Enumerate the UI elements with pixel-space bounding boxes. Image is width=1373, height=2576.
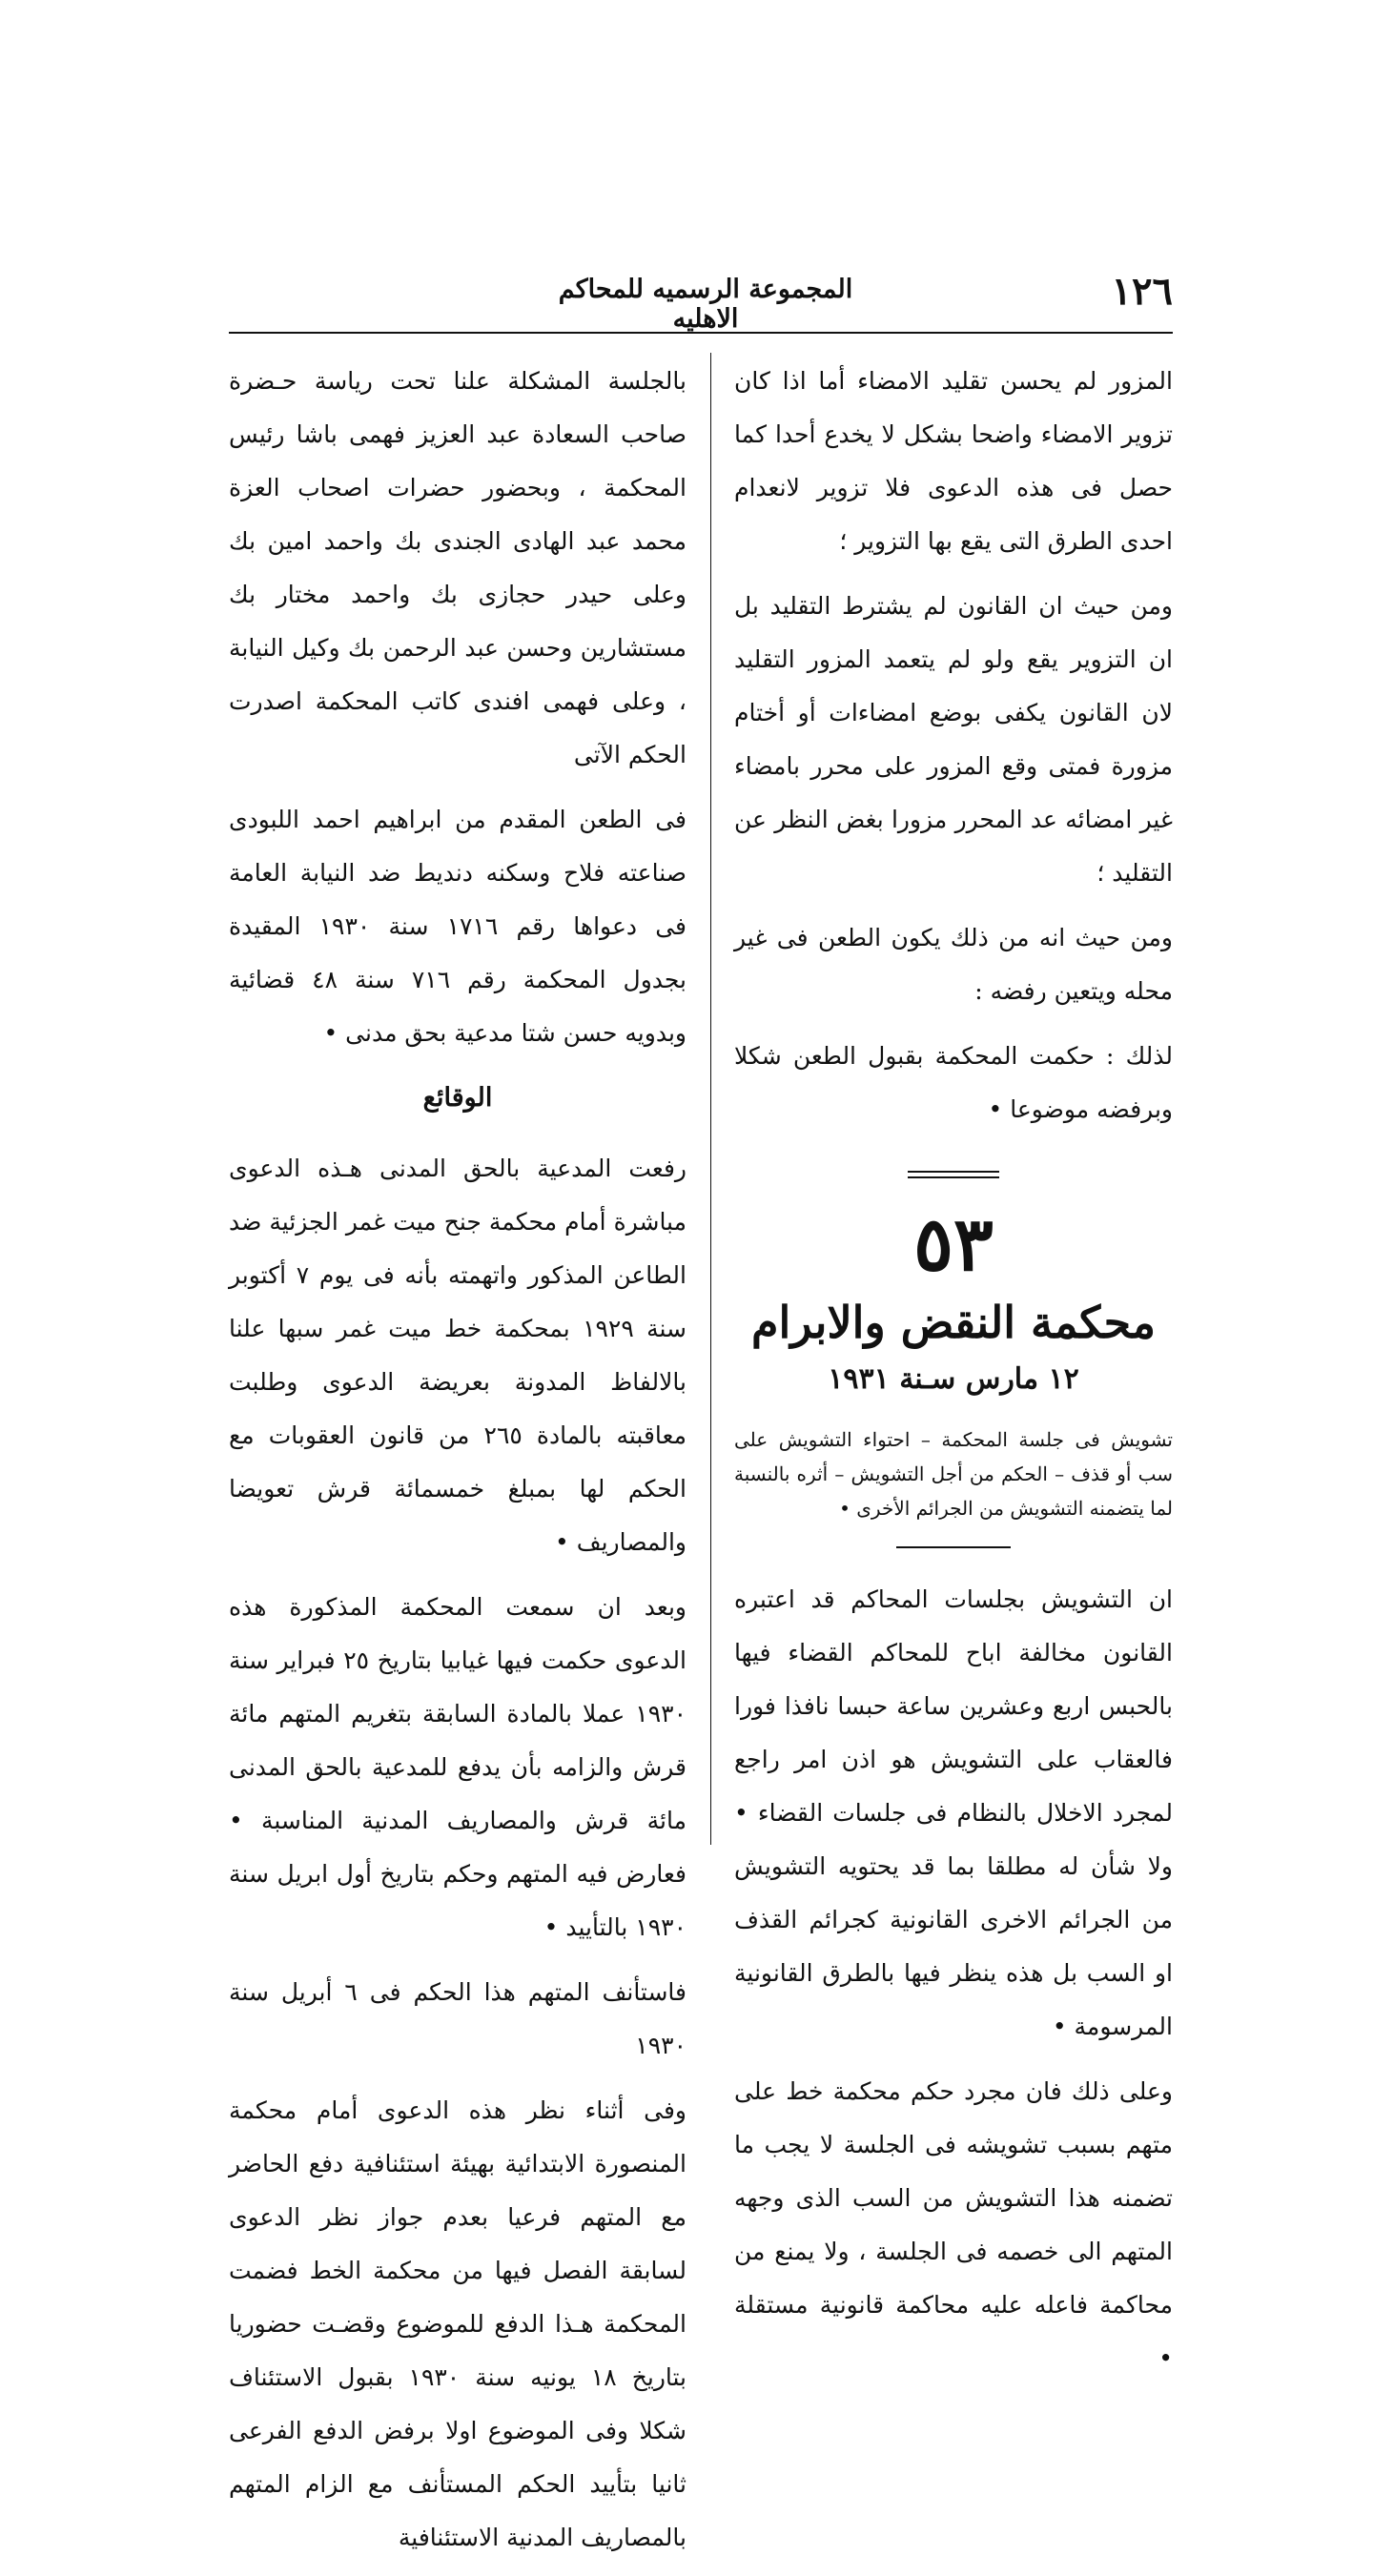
paragraph: المزور لم يحسن تقليد الامضاء أما اذا كان تزوير الامضاء واضحا بشكل لا يخدع أحدا كما حصل فى هذه الدعوى فلا تزوير لانعدام احدى الطرق التى يقع بها التزوير ؛	[734, 367, 1173, 555]
right-column	[734, 355, 1173, 2397]
headnote: تشويش فى جلسة المحكمة – احتواء التشويش على سب أو قذف – الحكم من أجل التشويش – أثره بالنسبة لما يتضمنه التشويش من الجرائم الأخرى •	[734, 1428, 1173, 1520]
facts-heading: الوقائع	[422, 1083, 493, 1113]
paragraph: لذلك : حكمت المحكمة بقبول الطعن شكلا وبرفضه موضوعا •	[734, 1042, 1173, 1123]
paragraph: وعلى ذلك فان مجرد حكم محكمة خط على متهم بسبب تشويشه فى الجلسة لا يجب ما تضمنه هذا التشويش من السب الذى وجهه المتهم الى خصمه فى الجلسة ، ولا يمنع من محاكمة فاعله عليه محاكمة قانونية مستقلة •	[734, 2077, 1173, 2372]
running-title: المجموعة الرسميه للمحاكم الاهليه	[558, 275, 853, 334]
paragraph: رفعت المدعية بالحق المدنى هـذه الدعوى مباشرة أمام محكمة جنح ميت غمر الجزئية ضد الطاعن المذكور واتهمته بأنه فى يوم ٧ أكتوبر سنة ١٩٢٩ بمحكمة خط ميت غمر سبها علنا بالالفاظ المدونة بعريضة الدعوى وطلبت معاقبته بالمادة ٢٦٥ من قانون العقوبات مع الحكم لها بمبلغ خمسمائة قرش تعويضا والمصاريف •	[229, 1155, 687, 1556]
header-rule	[229, 332, 1173, 334]
section-divider	[908, 1171, 999, 1178]
left-column	[229, 355, 686, 2576]
court-name: محكمة النقض والابرام	[751, 1297, 1156, 1348]
paragraph: وفى أثناء نظر هذه الدعوى أمام محكمة المنصورة الابتدائية بهيئة استئنافية دفع الحاضر مع المتهم فرعيا بعدم جواز نظر الدعوى لسابقة الفصل فيها من محكمة الخط فضمت المحكمة هـذا الدفع للموضوع وقضـت حضوريا بتاريخ ١٨ يونيه سنة ١٩٣٠ بقبول الاستئناف شكلا وفى الموضوع اولا برفض الدفع الفرعى ثانيا بتأييد الحكم المستأنف مع الزام المتهم بالمصاريف المدنية الاستئنافية	[229, 2096, 687, 2551]
page-header	[229, 269, 1173, 334]
paragraph: بالجلسة المشكلة علنا تحت رياسة حـضرة صاحب السعادة عبد العزيز فهمى باشا رئيس المحكمة ، وبحضور حضرات اصحاب العزة محمد عبد الهادى الجندى بك واحمد امين بك وعلى حيدر حجازى بك واحمد مختار بك مستشارين وحسن عبد الرحمن بك وكيل النيابة ، وعلى فهمى افندى كاتب المحكمة اصدرت الحكم الآتى	[229, 367, 686, 768]
paragraph: وبعد ان سمعت المحكمة المذكورة هذه الدعوى حكمت فيها غيابيا بتاريخ ٢٥ فبراير سنة ١٩٣٠ عملا بالمادة السابقة بتغريم المتهم مائة قرش والزامه بأن يدفع للمدعية بالحق المدنى مائة قرش والمصاريف المدنية المناسبة • فعارض فيه المتهم وحكم بتاريخ أول ابريل سنة ١٩٣٠ بالتأييد •	[229, 1593, 686, 1941]
paragraph: ومن حيث انه من ذلك يكون الطعن فى غير محله ويتعين رفضه :	[734, 924, 1173, 1005]
paragraph: ان التشويش بجلسات المحاكم قد اعتبره القانون مخالفة اباح للمحاكم القضاء فيها بالحبس اربع وعشرين ساعة حبسا نافذا فورا فالعقاب على التشويش هو اذن امر راجع لمجرد الاخلال بالنظام فى جلسات القضاء • ولا شأن له مطلقا بما قد يحتويه التشويش من الجرائم الاخرى القانونية كجرائم القذف او السب بل هذه ينظر فيها بالطرق القانونية المرسومة •	[734, 1585, 1173, 2040]
column-divider	[710, 353, 711, 1845]
paragraph: فاستأنف المتهم هذا الحكم فى ٦ أبريل سنة ١٩٣٠	[229, 1978, 686, 2059]
paragraph: فى الطعن المقدم من ابراهيم احمد اللبودى صناعته فلاح وسكنه دنديط ضد النيابة العامة فى دعواها رقم ١٧١٦ سنة ١٩٣٠ المقيدة بجدول المحكمة رقم ٧١٦ سنة ٤٨ قضائية وبدويه حسن شتا مدعية بحق مدنى •	[229, 806, 686, 1047]
ruling-number: ٥٣	[913, 1201, 994, 1288]
headnote-rule	[896, 1546, 1011, 1548]
page-number: ١٢٦	[1111, 269, 1173, 314]
ruling-date: ١٢ مارس سـنة ١٩٣١	[828, 1362, 1079, 1396]
paragraph: ومن حيث ان القانون لم يشترط التقليد بل ان التزوير يقع ولو لم يتعمد المزور التقليد لان القانون يكفى بوضع امضاءات أو أختام مزورة فمتى وقع المزور على محرر بامضاء غير امضائه عد المحرر مزورا بغض النظر عن التقليد ؛	[734, 592, 1173, 887]
